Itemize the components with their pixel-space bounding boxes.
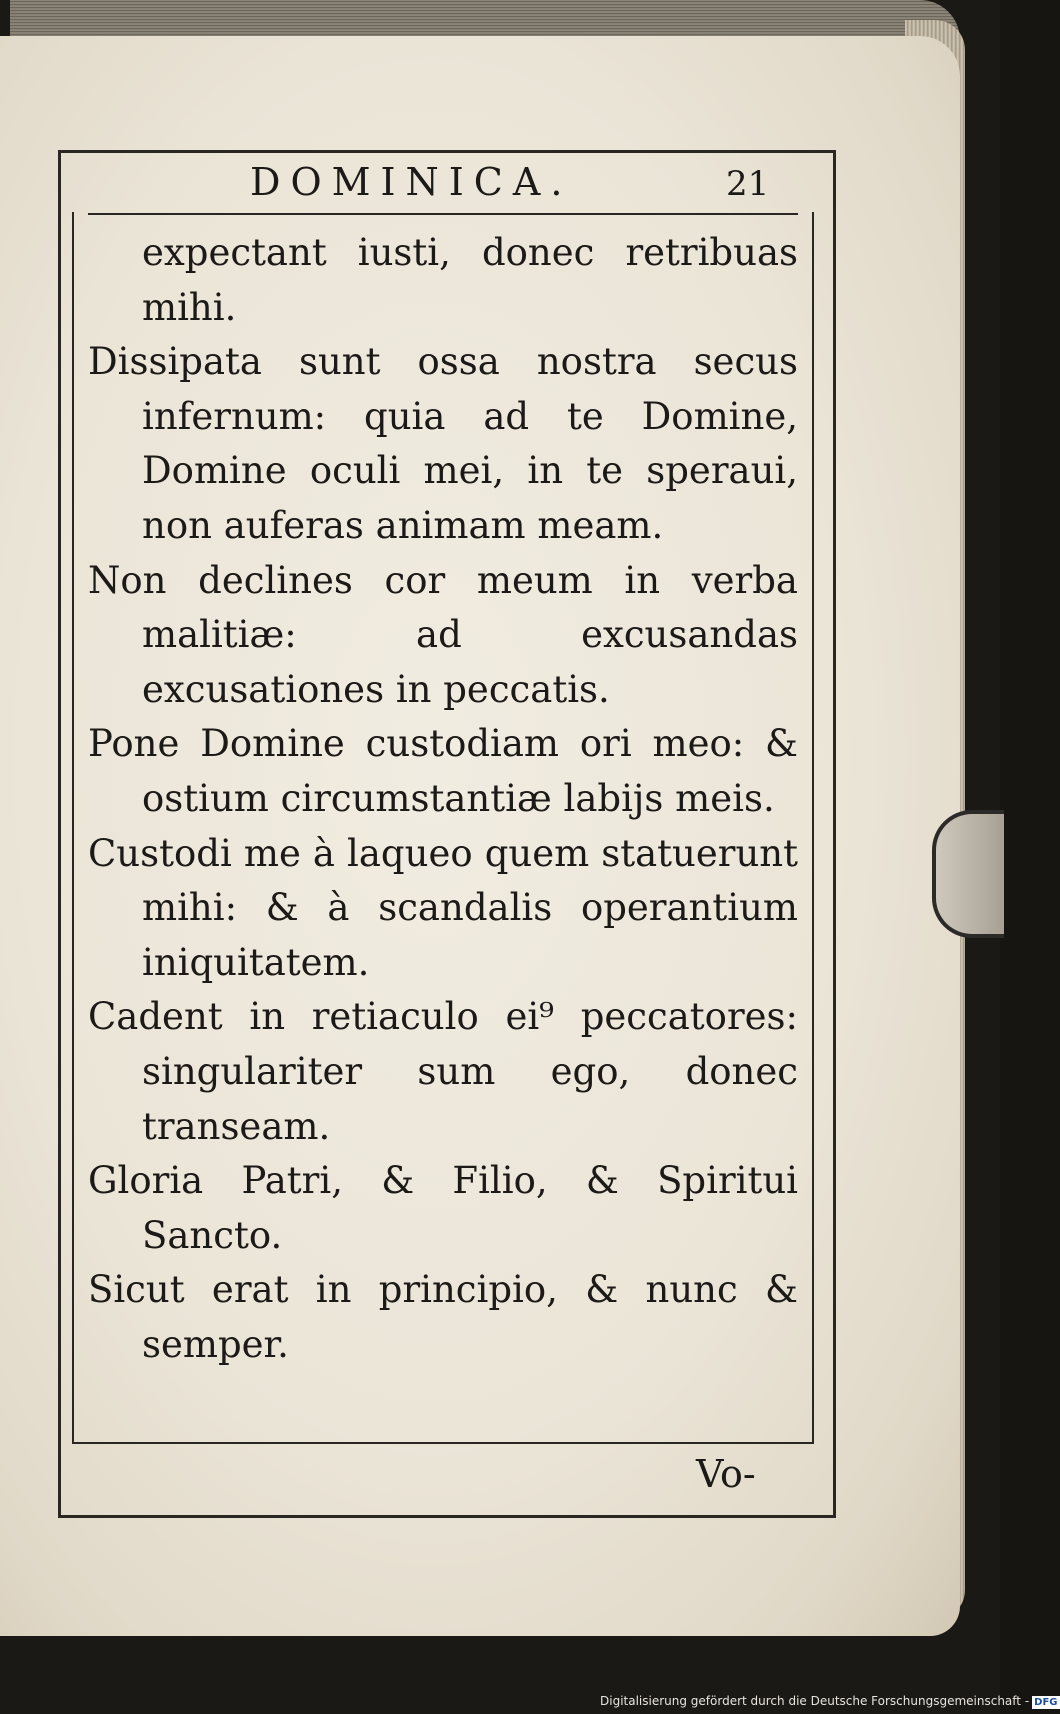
catchword: Vo- [696,1452,756,1496]
verse-item: expectant iusti, donec retribuas mihi. [142,231,798,329]
digitization-credit [600,1694,1060,1709]
book-clip [932,810,1004,938]
verse-item: Sicut erat in principio, & nunc & semper. [88,1268,798,1366]
header-rule [88,213,798,215]
verse-item: Gloria Patri, & Filio, & Spiritui Sancto. [88,1159,798,1257]
verse-item: Non declines cor meum in verba malitiæ: ad excusandas excusationes in peccatis. [88,558,798,711]
verse-item: Dissipata sunt ossa nostra secus infernum: quia ad te Domine, Domine oculi mei, in te speraui, non auferas animam meam. [88,340,798,547]
page-number: 21 [726,164,770,204]
credit-text: Digitalisierung gefördert durch die Deutsche Forschungsgemeinschaft - [600,1694,1030,1708]
verse-item: Cadent in retiaculo ei⁹ peccatores: singulariter sum ego, donec transeam. [88,995,798,1148]
verse-item: Custodi me à laqueo quem statuerunt mihi: & à scandalis operantium iniquitatem. [88,831,798,984]
verse-list [88,226,798,1372]
running-head: DOMINICA. [250,160,573,204]
verse-item: Pone Domine custodiam ori meo: & ostium circumstantiæ labijs meis. [88,722,798,820]
dfg-logo: DFG [1034,1697,1058,1708]
